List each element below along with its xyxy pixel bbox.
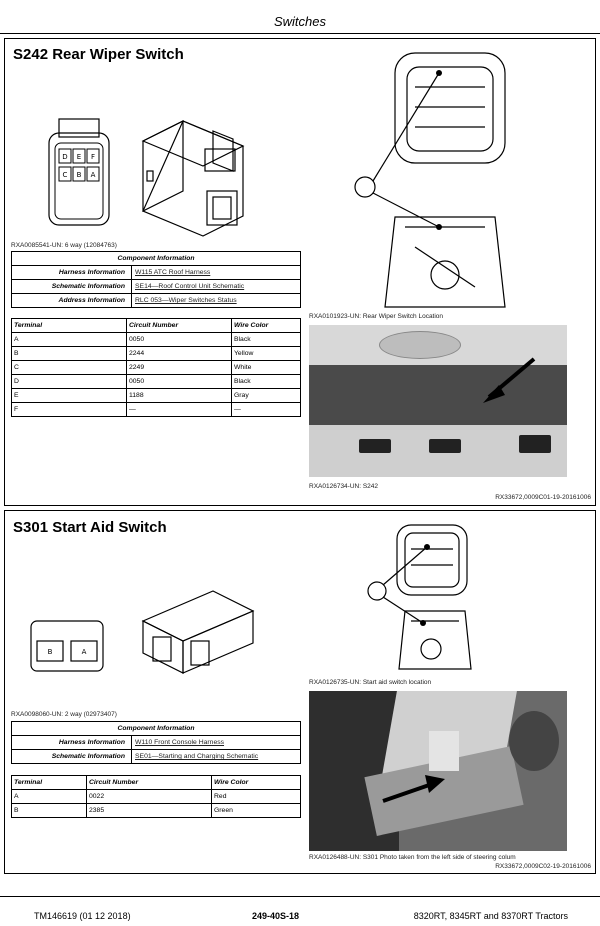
- schematic-link[interactable]: SE01—Starting and Charging Schematic: [132, 750, 301, 764]
- harness-label: Harness Information: [12, 736, 132, 750]
- arrow-pointer: [379, 771, 449, 811]
- table-row: F — —: [12, 403, 301, 417]
- footer-right: 8320RT, 8345RT and 8370RT Tractors: [413, 911, 568, 921]
- wire-color-header: Wire Color: [232, 319, 301, 333]
- circuit-header: Circuit Number: [87, 776, 212, 790]
- component-info-table: [11, 251, 301, 308]
- connector-3d-illustration: [133, 101, 263, 241]
- section-s242: [4, 38, 596, 506]
- reference-id: RX33672,0009C02-19-20161006: [495, 863, 591, 870]
- connector-caption: RXA0085541-UN: 6 way (12084763): [11, 242, 117, 249]
- harness-link[interactable]: W115 ATC Roof Harness: [132, 266, 301, 280]
- pin-label: F: [90, 153, 96, 161]
- component-info-heading: Component Information: [12, 252, 301, 266]
- circuit-header: Circuit Number: [127, 319, 232, 333]
- footer-rule: [0, 896, 600, 897]
- pin-label: C: [62, 171, 68, 179]
- table-row: A 0050 Black: [12, 333, 301, 347]
- terminal-header: Terminal: [12, 319, 127, 333]
- terminal-header: Terminal: [12, 776, 87, 790]
- footer-page-number: 249-40S-18: [252, 911, 300, 921]
- arrow-pointer: [479, 355, 539, 405]
- schematic-label: Schematic Information: [12, 280, 132, 294]
- connector-caption: RXA0098060-UN: 2 way (02973407): [11, 711, 117, 718]
- pin-label: E: [76, 153, 82, 161]
- component-info-table: [11, 721, 301, 764]
- pin-label: A: [90, 171, 96, 179]
- switch-photo: [309, 325, 567, 477]
- cab-location-illustration: [361, 519, 481, 679]
- wire-color-header: Wire Color: [212, 776, 301, 790]
- address-link[interactable]: RLC 053—Wiper Switches Status: [132, 294, 301, 308]
- section-title: S301 Start Aid Switch: [13, 519, 167, 536]
- pin-label: B: [47, 648, 53, 656]
- table-row: C 2249 White: [12, 361, 301, 375]
- table-row: D 0050 Black: [12, 375, 301, 389]
- cab-location-illustration: [335, 47, 515, 317]
- location-caption: RXA0101923-UN: Rear Wiper Switch Location: [309, 313, 444, 320]
- photo-caption: RXA0126734-UN: S242: [309, 483, 379, 490]
- section-s301: [4, 510, 596, 874]
- photo-caption: RXA0126488-UN: S301 Photo taken from the left side of steering colum: [309, 854, 516, 861]
- reference-id: RX33672,0009C01-19-20161006: [495, 494, 591, 501]
- connector-face-illustration: [29, 617, 107, 677]
- table-row: E 1188 Gray: [12, 389, 301, 403]
- page-header-title: Switches: [273, 14, 327, 29]
- schematic-link[interactable]: SE14—Roof Control Unit Schematic: [132, 280, 301, 294]
- header-rule: [0, 33, 600, 34]
- table-row: B 2385 Green: [12, 804, 301, 818]
- pin-label: B: [76, 171, 82, 179]
- switch-photo: [309, 691, 567, 851]
- schematic-label: Schematic Information: [12, 750, 132, 764]
- connector-face-illustration: [45, 115, 113, 229]
- terminal-table: [11, 775, 301, 818]
- connector-3d-illustration: [133, 581, 263, 681]
- footer-left: TM146619 (01 12 2018): [34, 911, 131, 921]
- component-info-heading: Component Information: [12, 722, 301, 736]
- harness-link[interactable]: W110 Front Console Harness: [132, 736, 301, 750]
- terminal-table: [11, 318, 301, 417]
- pin-label: A: [81, 648, 87, 656]
- harness-label: Harness Information: [12, 266, 132, 280]
- section-title: S242 Rear Wiper Switch: [13, 46, 184, 63]
- table-row: A 0022 Red: [12, 790, 301, 804]
- pin-label: D: [62, 153, 68, 161]
- table-row: B 2244 Yellow: [12, 347, 301, 361]
- location-caption: RXA0126735-UN: Start aid switch location: [309, 679, 432, 686]
- address-label: Address Information: [12, 294, 132, 308]
